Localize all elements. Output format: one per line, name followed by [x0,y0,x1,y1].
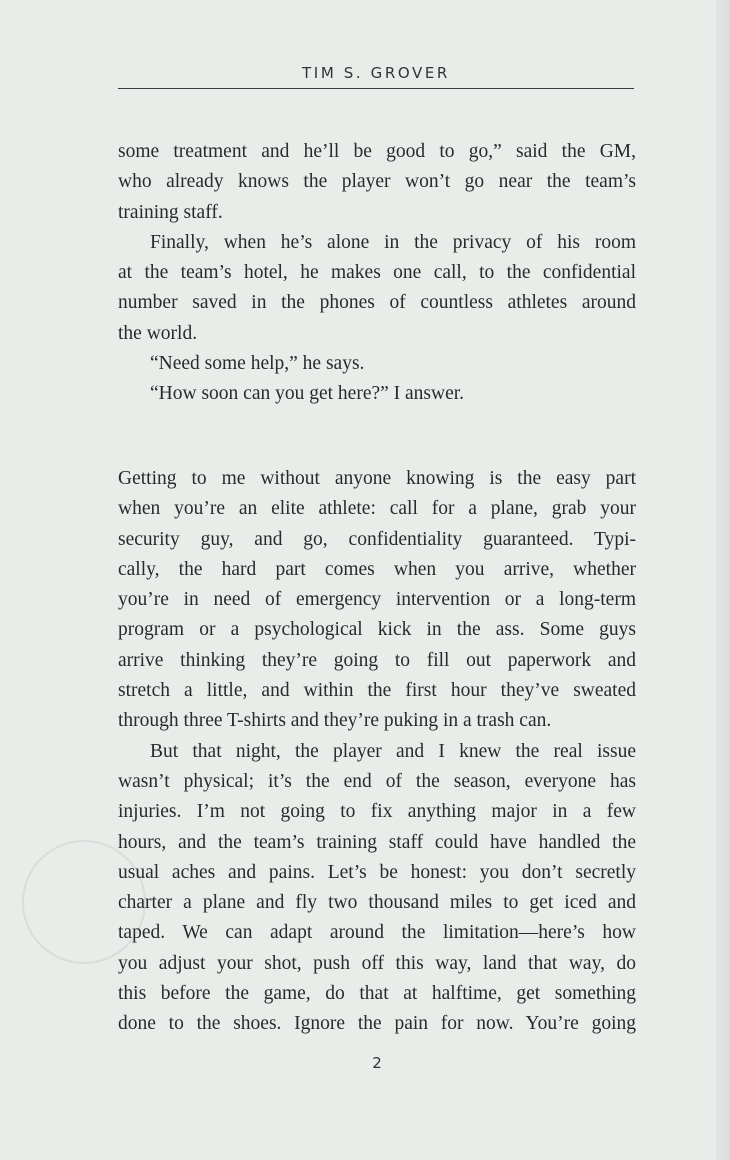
text-line: usual aches and pains. Let’s be honest: you don’t secretly [118,861,636,883]
text-line: wasn’t physical; it’s the end of the season, everyone has [118,770,636,792]
text-line: But that night, the player and I knew the real issue [150,740,636,762]
text-line: training staff. [118,201,223,223]
header-rule [118,88,634,89]
text-line: done to the shoes. Ignore the pain for now. You’re going [118,1013,636,1035]
text-line: the world. [118,322,198,344]
text-line: some treatment and he’ll be good to go,” said the GM, [118,141,636,162]
running-head: TIM S. GROVER [302,64,450,82]
text-line: taped. We can adapt around the limitation—here’s how [118,922,636,944]
text-line: you’re in need of emergency intervention or a long-term [118,589,636,611]
text-line: security guy, and go, confidentiality guaranteed. Typi- [118,528,636,550]
page-edge [716,0,730,1160]
text-line: Finally, when he’s alone in the privacy of his room [150,231,636,253]
text-line: you adjust your shot, push off this way, land that way, do [118,952,636,974]
text-line: program or a psychological kick in the ass. Some guys [118,619,636,641]
text-line: “Need some help,” he says. [150,353,365,375]
text-block-2 [118,464,636,1040]
text-line: arrive thinking they’re going to fill out paperwork and [118,649,636,671]
text-line: who already knows the player won’t go near the team’s [118,171,636,193]
text-line: hours, and the team’s training staff could have handled the [118,831,636,853]
text-line: through three T-shirts and they’re puking in a trash can. [118,710,552,732]
text-line: number saved in the phones of countless athletes around [118,292,636,314]
text-line: Getting to me without anyone knowing is the easy part [118,468,636,489]
page-number: 2 [372,1054,382,1072]
text-line: charter a plane and fly two thousand miles to get iced and [118,892,636,914]
text-line: when you’re an elite athlete: call for a plane, grab your [118,498,636,520]
text-line: this before the game, do that at halftime, get something [118,983,636,1005]
text-line: at the team’s hotel, he makes one call, to the confidential [118,262,636,284]
text-line: “How soon can you get here?” I answer. [150,383,465,405]
text-line: cally, the hard part comes when you arrive, whether [118,558,636,580]
text-line: stretch a little, and within the first hour they’ve sweated [118,680,636,702]
text-line: injuries. I’m not going to fix anything major in a few [118,801,636,823]
text-block-1 [118,137,636,410]
